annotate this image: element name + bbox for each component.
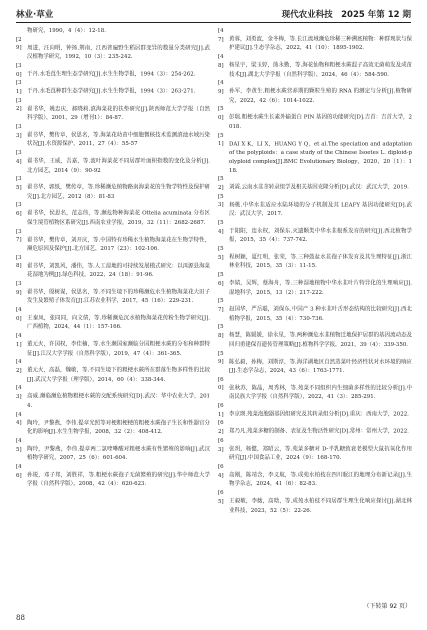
reference-text: 黄蓉，刘勇波，金冬梅，等.长江流域濒危珍稀三种溯底植物：种群现状与保护建议[J].生态学杂志，2022，41（10）：1895-1902. bbox=[229, 36, 412, 52]
header-rule bbox=[16, 22, 411, 23]
reference-number: [56] bbox=[218, 272, 224, 287]
reference-text: 杨星宇，梁玉婷，熊永勤，等.海花仙物和粗梗水蕨混子高效无菌萌发及成苗技术[J].湖北大学学报（自然科学版），2024，46（4）：584-590. bbox=[229, 62, 412, 78]
reference-number: [37] bbox=[16, 228, 22, 244]
reference-text: 张秋苏，陈晶，周秀林，等.苑菜不同组织内生细菌多样性的比较分析[J].中南民族大学学报（自然科学版），2022，41（3）：285-291. bbox=[229, 385, 412, 401]
reference-entry bbox=[16, 201, 210, 227]
reference-number: [36] bbox=[16, 202, 22, 218]
reference-text: 王毅敏，李薇，高晗，等.成苑水柏枝不同居群生理生化响应探讨[J].湖北林业科技，2023，52（5）：22-26. bbox=[229, 498, 412, 514]
reference-entry bbox=[218, 132, 412, 176]
reference-text: 杨慧，陈媛媛，徐永星，等.两种濒危水韭植物迁地保护居群的基因流动态及回归重建保育遗传管理策略[J].植物科学学报，2021，39（4）：339-350. bbox=[229, 333, 412, 348]
reference-entry bbox=[218, 53, 412, 79]
reference-text: 张玥，杨健，郑昭云，等.苑菜多糖对 D-半乳糖致衰老模型大鼠抗氧化作用研究[J].中国食品工业，2024（9）：168-170. bbox=[229, 446, 412, 462]
reference-entry bbox=[218, 175, 412, 192]
reference-number: [47] bbox=[218, 28, 224, 43]
reference-entry bbox=[16, 463, 210, 489]
reference-number: [54] bbox=[218, 219, 224, 235]
reference-text: 周进，汪向明，钟扬.荆南，江西普遍野生稻居群变异的数量分类研究[J].武汉植物学研究，1992，10（3）：235-242. bbox=[27, 45, 210, 61]
reference-text: 程树颖，夏红明，张荣，等.三种鼓盆水韭孢子体发育及其生理特征[J].浙江林业科技，2015，35（3）：11-15. bbox=[229, 254, 412, 270]
reference-entry bbox=[16, 437, 210, 463]
reference-number: [38] bbox=[16, 254, 22, 270]
running-header bbox=[16, 8, 411, 22]
reference-entry bbox=[218, 437, 412, 463]
reference-number: [55] bbox=[218, 245, 224, 261]
reference-entry bbox=[16, 97, 210, 123]
section-label: 林业·草业 bbox=[16, 10, 54, 20]
reference-entry bbox=[218, 271, 412, 297]
reference-number: [45] bbox=[16, 437, 22, 453]
reference-text: 翟书华，郭纸，樊传章，等.珍稀濒危植物路南海菜花的生物学特性及保护研究[J].北方园艺，2012（8）：81-83 bbox=[27, 184, 210, 200]
reference-entry bbox=[16, 123, 210, 149]
reference-text: 孙军，李黄生.粗梗水蕨营养期的颗粒生殖的 RNA 的测定与分析[J].植物研究，2022，42（6）：1014-1022. bbox=[229, 89, 412, 104]
reference-number: [52] bbox=[218, 176, 224, 191]
reference-entry bbox=[16, 79, 210, 96]
reference-entry bbox=[218, 376, 412, 402]
reference-number: [41] bbox=[16, 333, 22, 348]
reference-entry bbox=[218, 27, 412, 53]
reference-number: [32] bbox=[16, 97, 22, 113]
reference-number: [65] bbox=[218, 490, 224, 505]
reference-number: [49] bbox=[218, 80, 224, 96]
reference-number: [59] bbox=[218, 350, 224, 366]
reference-number: [58] bbox=[218, 324, 224, 340]
reference-column-right bbox=[218, 27, 412, 515]
reference-text: 高威.濒临濒危植物粗梗水蕨的交配系统研究[D].武汉：华中农业大学，2014. bbox=[27, 394, 210, 409]
reference-number: [48] bbox=[218, 54, 224, 69]
reference-number: [42] bbox=[16, 359, 22, 375]
reference-number: [46] bbox=[16, 463, 22, 479]
reference-text: 陈弘毅，孙梅，刘斯淳，等.海洋湖地区自然蒸菜叶经济性状对水环境的响应[J].生态学杂志，2024，43（6）：1763-1771. bbox=[229, 359, 412, 375]
reference-entry bbox=[218, 193, 412, 219]
reference-number: [51] bbox=[218, 132, 224, 148]
reference-entry bbox=[218, 79, 412, 105]
reference-number: [31] bbox=[16, 80, 22, 96]
reference-entry bbox=[218, 323, 412, 349]
reference-text: 杨桃.中华水韭适应水陆环境的分子机制及其 LEAFY 基因功能研究[D].武汉：武汉大学，2017. bbox=[229, 202, 412, 218]
reference-entry bbox=[218, 219, 412, 245]
reference-entry bbox=[16, 228, 210, 254]
reference-text: 孙锐，邓子邦，刘胜祥，等.粗梗水蕨孢子无菌繁殖的研究[J].华中师范大学学报（自然科学版），2008，42（4）：620-623. bbox=[27, 472, 210, 488]
reference-entry bbox=[16, 27, 210, 36]
reference-text: 赵国华，严岳聪，刘保东.中国产 3 种水韭叶舌形态结构的比较研究[J].西北植物学报，2015，35（4）：730-736. bbox=[229, 307, 412, 322]
reference-text: 翟书华，刘凯风，潘伟，等.人工湿地的可持续发展模式研究：以洱源县海菜花湿地为例[J].绿色科技，2022，24（18）：91-96. bbox=[27, 263, 210, 279]
reference-entry bbox=[218, 489, 412, 515]
reference-text: 刘霖.云南水韭茎转录组学及相关基因克隆分析[D].武汉：武汉大学，2019. bbox=[229, 184, 409, 191]
reference-entry bbox=[16, 254, 210, 280]
reference-number: [62] bbox=[218, 420, 224, 436]
reference-text: 于阳阳，连永权，刘保东.灭遗颗类中华水韭根系发育的研究[J].西北植物学报，2015，35（4）：737-742. bbox=[229, 228, 412, 244]
reference-entry bbox=[16, 332, 210, 358]
reference-entry bbox=[218, 350, 412, 376]
reference-entry bbox=[16, 411, 210, 437]
reference-number: [43] bbox=[16, 385, 22, 401]
reference-entry bbox=[218, 419, 412, 436]
reference-entry bbox=[218, 105, 412, 131]
reference-entry bbox=[218, 297, 412, 323]
reference-number: [44] bbox=[16, 411, 22, 427]
reference-number: [39] bbox=[16, 280, 22, 296]
reference-number: [60] bbox=[218, 376, 224, 392]
continued-note: （下转第 92 页） bbox=[363, 603, 411, 610]
reference-number: [61] bbox=[218, 402, 224, 418]
reference-entry bbox=[218, 463, 412, 489]
reference-number: [40] bbox=[16, 307, 22, 322]
reference-entry bbox=[16, 280, 210, 306]
reference-entry bbox=[16, 149, 210, 175]
reference-text: 李婧，吴辉，蔡海舟，等.三种湿地植物中华水韭叶片特异化的生理响应[J].湿地科学，2015，13（2）：217-222. bbox=[229, 280, 412, 296]
reference-entry bbox=[16, 175, 210, 201]
reference-number: [63] bbox=[218, 437, 224, 453]
reference-number: [64] bbox=[218, 463, 224, 479]
reference-text: 彭瑞.粗梗水蕨生长素外输蛋白 PIN 基因的功能研究[D].吉首：吉首大学，2018. bbox=[229, 115, 412, 130]
reference-text: 翟书华，殷树谋，侯思名，等.不同生境下的珍稀濒危水生植物海菜花大田子发生及繁殖子体发育[J].江苏农业科学，2017，45（16）：229-231. bbox=[27, 289, 210, 305]
reference-number: [35] bbox=[16, 176, 22, 191]
reference-text: 翟书华，樊传章，刘开庆，等.中国特有珍稀水生植物海菜花在生物学特性，濒危原因及保护[J].北方园艺，2017（23）：102-106. bbox=[27, 237, 210, 252]
reference-text: 于丹.水毛茛种群生态学研究[J].水生生物学报，1994（3）：263-271. bbox=[27, 89, 196, 96]
reference-number: [34] bbox=[16, 150, 22, 165]
reference-text: 物研究，1990，4（4）：12-18. bbox=[27, 28, 106, 34]
reference-text: 翟书华，樊传章，侯思名，等.海菜花幼苗中细胞微核技术监测滇池水域污染状况[J].水资源保护，2011，27（4）：55-57 bbox=[27, 132, 210, 148]
reference-column-left bbox=[16, 27, 210, 489]
reference-text: 翟书华，姚忠庆，郝晓莉.滇海菜花的扶垫研究[J].陕西师范大学学报（自然科学版），2001，29（增刊1）：84-87. bbox=[27, 106, 210, 122]
reference-text: 王秦凤，张同同，向文倩，等.珍稀濒危沉水植物海菜花传粉生物学研究[J].广西植物，2024，44（1）：157-166. bbox=[27, 315, 210, 331]
reference-text: 翟书华，侯思名，范志伟，等.濒危物种海菜花 Ottelia acuminata 分布区保生境管植物区系研究[J].西南农业学报，2019，32（11）：2682-2687. bbox=[27, 211, 210, 226]
reference-entry bbox=[218, 245, 412, 271]
reference-number: [50] bbox=[218, 106, 224, 122]
reference-text: 翟书华，王威，吾嘉，等.波叶海菜花不同居群叶面积指数的变化及分析[J].北方园艺，2014（9）：90-92 bbox=[27, 158, 210, 174]
reference-entry bbox=[16, 306, 210, 332]
reference-entry bbox=[16, 62, 210, 79]
reference-text: 董元火，高磊，魏敏，等.不同生境下的粗梗水蕨所在群落生物多样性的比较[J].武汉大学学报（理学版），2014，60（4）：338-344. bbox=[27, 368, 210, 383]
reference-text: 陶玲，尹黎燕，李伟.提章两二氯喹啉酸对粗梗水蕨有性繁殖的影响[J].武汉植物学研究，2007，25（6）：601-604. bbox=[27, 446, 210, 462]
reference-number: [30] bbox=[16, 62, 22, 78]
reference-text: DAI X K，LI X，HUANG Y Q，et al.The speciation and adaptation of the polyploids：a case study of the Chinese Isoetes L. diploid-polyploid complex[J].BMC Evolutionary Biology，2020，20（1）：118. bbox=[229, 141, 412, 174]
reference-text: 李京瑛.苑菜泡胞器基因组研究及其转录组分析[D].重庆：西南大学，2022. bbox=[229, 411, 409, 418]
reference-number: [53] bbox=[218, 193, 224, 209]
reference-text: 郑乃凡.苑菜多糖的制备、表征及生物活性研究[D].常州：常州大学，2022. bbox=[229, 429, 409, 436]
reference-text: 高刚，陈靖含，李义航，等.成苑水柏枝在四川眠江的地理分布新记录[J].生物学杂志，2024，41（6）：82-83. bbox=[229, 472, 412, 488]
reference-text: 董元火，许国权，李佳楠，等.水生濒国家濒临分国粗梗水蕨的分布和种群特征[J].江汉大学学报（自然科学版），2019，47（4）：361-365. bbox=[27, 341, 210, 357]
reference-entry bbox=[16, 384, 210, 410]
reference-entry bbox=[218, 402, 412, 419]
reference-text: 于丹.水毛茛生理生态学研究[J].水生生物学报，1994（3）：254-262. bbox=[27, 71, 196, 78]
journal-issue-label: 现代农业科技 2025 年第 12 期 bbox=[281, 10, 411, 20]
reference-number: [29] bbox=[16, 36, 22, 52]
reference-text: 陶玲，尹黎燕，李伟.提章光照等对梗粗梗梗的粗梗水蕨孢子生长和性器官分化的影响[J].水生生物学报，2008，32（2）：408-412. bbox=[27, 420, 210, 436]
reference-number: [33] bbox=[16, 123, 22, 139]
reference-number: [57] bbox=[218, 298, 224, 313]
reference-entry bbox=[16, 36, 210, 62]
page-number: 88 bbox=[16, 614, 25, 622]
reference-entry bbox=[16, 358, 210, 384]
